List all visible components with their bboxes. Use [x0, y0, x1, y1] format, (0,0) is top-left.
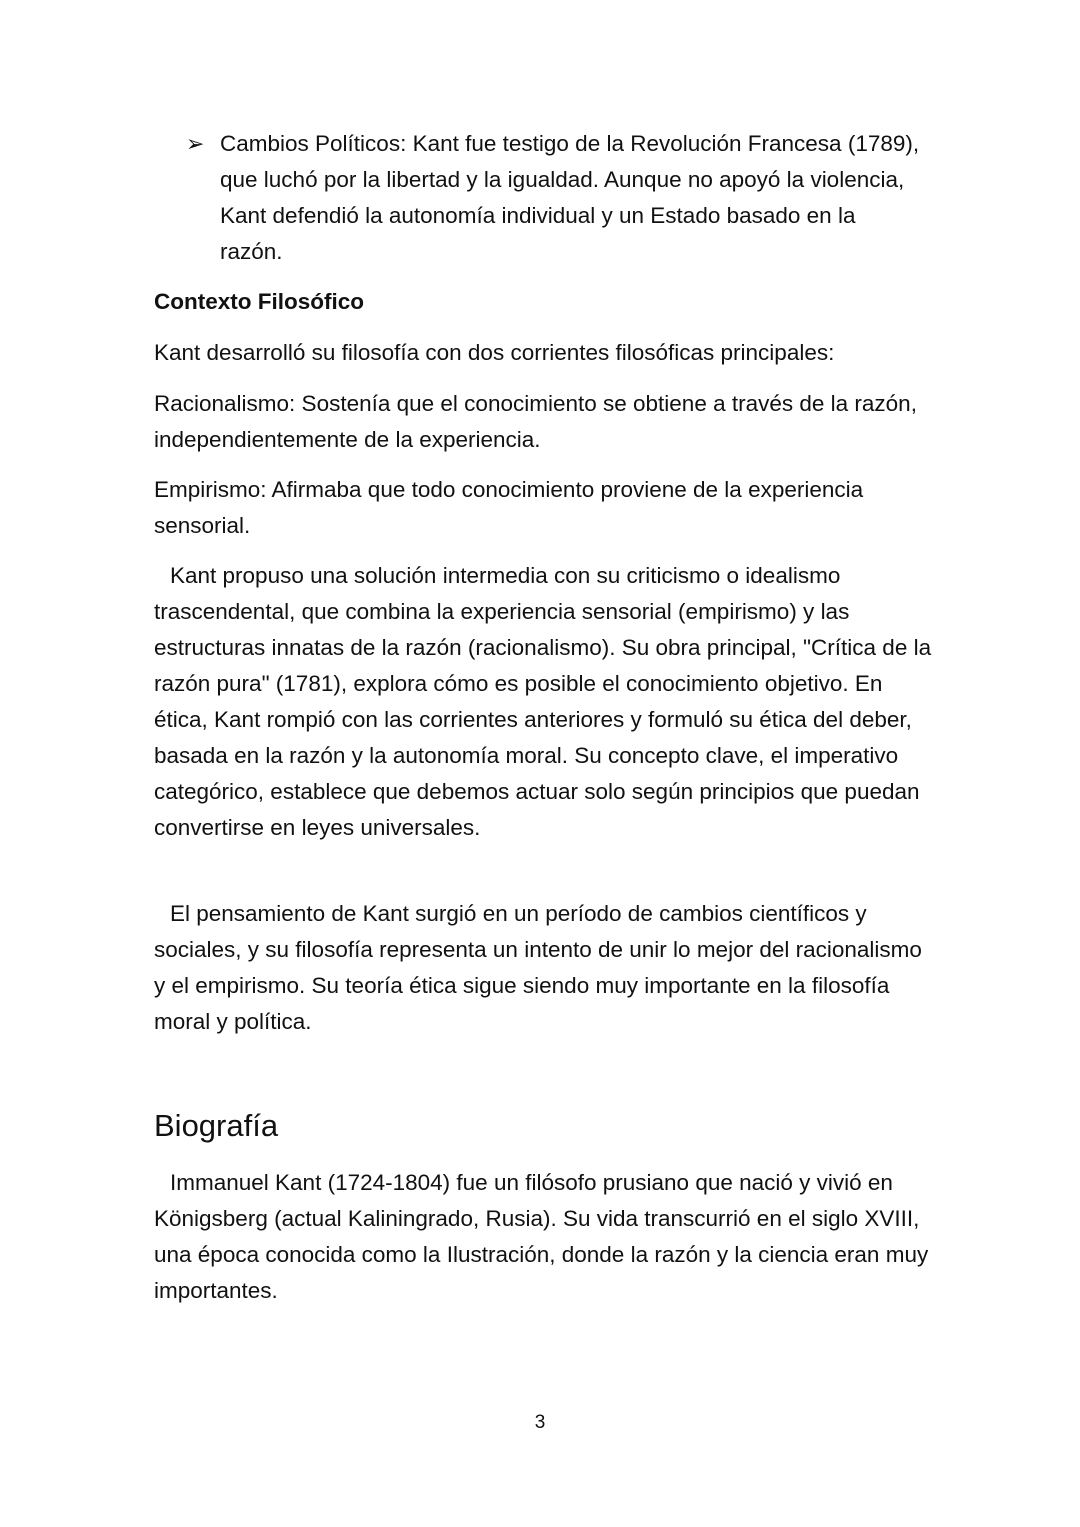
bullet-text: Cambios Políticos: Kant fue testigo de la Revolución Francesa (1789), que luchó por la libertad y la igualdad. Aunque no apoyó la violencia, Kant defendió la autonomía individual y un Estado basado en la razón.	[220, 131, 920, 264]
paragraph-rationalism: Racionalismo: Sostenía que el conocimiento se obtiene a través de la razón, independientemente de la experiencia.	[154, 391, 917, 452]
paragraph-biography: Immanuel Kant (1724-1804) fue un filósofo prusiano que nació y vivió en Königsberg (actual Kaliningrado, Rusia). Su vida transcurrió en el siglo XVIII, una época conocida como la Ilustración, donde la razón y la ciencia eran muy importantes.	[154, 1170, 929, 1303]
paragraph-intro: Kant desarrolló su filosofía con dos corrientes filosóficas principales:	[154, 340, 835, 365]
paragraph-empiricism: Empirismo: Afirmaba que todo conocimiento proviene de la experiencia sensorial.	[154, 477, 864, 538]
section-title-biography: Biografía	[154, 1108, 279, 1143]
arrow-bullet-icon: ➢	[186, 131, 205, 156]
section-heading-philosophical-context: Contexto Filosófico	[154, 289, 364, 314]
paragraph-criticism: Kant propuso una solución intermedia con su criticismo o idealismo trascendental, que combina la experiencia sensorial (empirismo) y las estructuras innatas de la razón (racionalismo). Su obra principal, "Crítica de la razón pura" (1781), explora cómo es posible el conocimiento objetivo. En ética, Kant rompió con las corrientes anteriores y formuló su ética del deber, basada en la razón y la autonomía moral. Su concepto clave, el imperativo categórico, establece que debemos actuar solo según principios que puedan convertirse en leyes universales.	[154, 563, 932, 840]
page-number: 3	[534, 1412, 546, 1433]
paragraph-kant-thought: El pensamiento de Kant surgió en un período de cambios científicos y sociales, y su filosofía representa un intento de unir lo mejor del racionalismo y el empirismo. Su teoría ética sigue siendo muy importante en la filosofía moral y política.	[154, 901, 922, 1034]
